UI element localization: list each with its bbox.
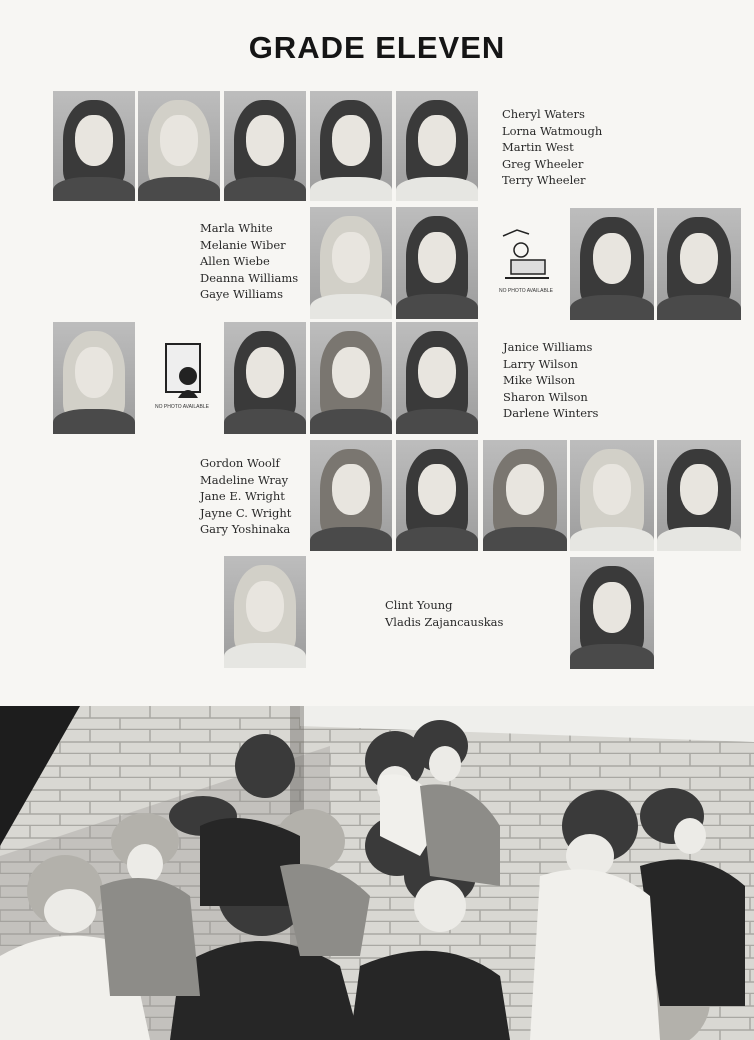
name-list: [503, 339, 598, 422]
group-photo: [0, 706, 754, 1040]
student-portrait: [138, 91, 220, 201]
student-name: Mike Wilson: [503, 373, 576, 387]
student-name: Deanna Williams: [200, 270, 299, 285]
student-portrait: [53, 322, 135, 434]
student-name: Gaye Williams: [200, 287, 283, 301]
student-name: Lorna Watmough: [502, 123, 603, 138]
student-name: Clint Young: [385, 598, 453, 612]
name-list: [200, 455, 291, 538]
student-name: Marla White: [200, 221, 273, 235]
name-list: [200, 220, 298, 303]
student-portrait: [53, 91, 135, 201]
student-name: Darlene Winters: [503, 406, 599, 420]
student-portrait: [570, 557, 654, 669]
student-name: Terry Wheeler: [502, 173, 586, 187]
no-photo-placeholder: [486, 222, 566, 304]
student-portrait: [396, 440, 478, 551]
student-name: Melanie Wiber: [200, 237, 286, 252]
student-name: Jayne C. Wright: [200, 505, 292, 520]
no-photo-caption: NO PHOTO AVAILABLE: [155, 404, 209, 410]
cartoon-icon: [491, 222, 561, 288]
student-name: Jane E. Wright: [200, 489, 285, 503]
student-portrait: [310, 207, 392, 319]
student-portrait: [310, 322, 392, 434]
student-name: Cheryl Waters: [502, 107, 585, 121]
cartoon-icon: [152, 338, 212, 404]
student-name: Allen Wiebe: [200, 254, 270, 268]
student-portrait: [396, 207, 478, 319]
stairwell-crowd-image: [0, 706, 754, 1040]
student-portrait: [483, 440, 567, 551]
student-name: Vladis Zajancauskas: [385, 614, 504, 629]
student-name: Greg Wheeler: [502, 156, 584, 171]
student-portrait: [570, 208, 654, 320]
student-portrait: [224, 91, 306, 201]
student-portrait: [310, 91, 392, 201]
student-portrait: [657, 208, 741, 320]
name-list: [502, 106, 602, 189]
student-portrait: [657, 440, 741, 551]
student-name: Janice Williams: [503, 340, 593, 354]
student-name: Martin West: [502, 140, 574, 154]
student-portrait: [224, 322, 306, 434]
student-portrait: [224, 556, 306, 668]
name-list: [385, 597, 503, 630]
no-photo-caption: NO PHOTO AVAILABLE: [499, 288, 553, 294]
page-title: GRADE ELEVEN: [248, 30, 506, 65]
student-name: Madeline Wray: [200, 472, 289, 487]
student-portrait: [570, 440, 654, 551]
student-portrait: [396, 322, 478, 434]
student-portrait: [310, 440, 392, 551]
student-name: Gordon Woolf: [200, 456, 280, 470]
student-name: Gary Yoshinaka: [200, 522, 291, 536]
student-portrait: [396, 91, 478, 201]
student-name: Sharon Wilson: [503, 389, 588, 404]
no-photo-placeholder: [142, 338, 222, 420]
student-name: Larry Wilson: [503, 356, 578, 371]
